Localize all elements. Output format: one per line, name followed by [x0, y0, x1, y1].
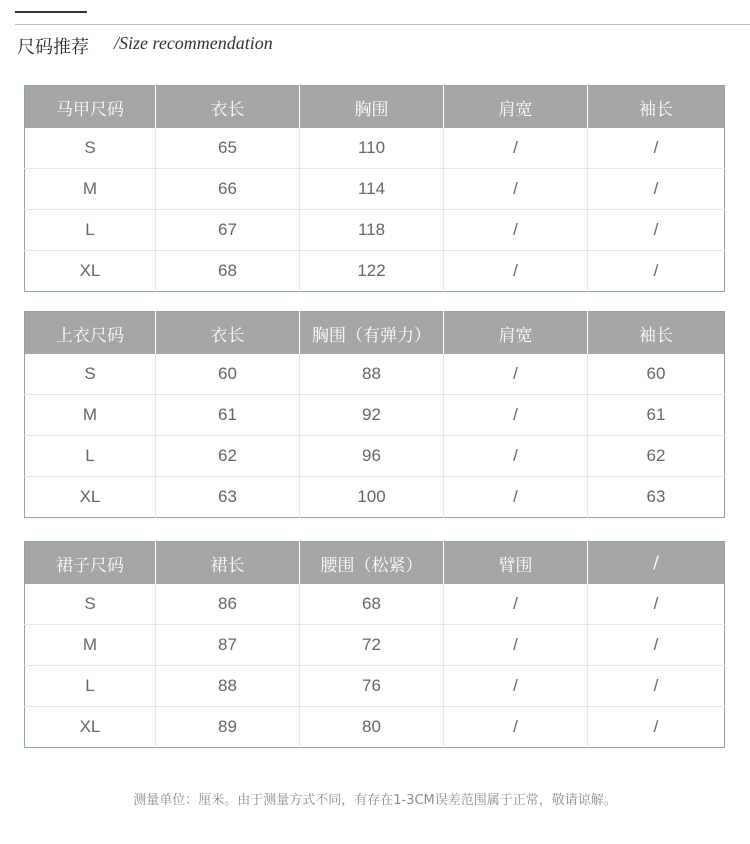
table-cell: L	[25, 436, 156, 477]
table-cell: 122	[300, 251, 444, 292]
table-header-row	[25, 312, 725, 355]
table-row	[25, 584, 725, 625]
table-cell: /	[444, 354, 588, 395]
table-cell: 63	[156, 477, 300, 518]
vest-size-table	[24, 85, 725, 292]
table-cell: 88	[300, 354, 444, 395]
top-accent-line	[15, 11, 87, 13]
table-row	[25, 128, 725, 169]
measurement-note: 测量单位：厘米。由于测量方式不同，有存在1-3CM误差范围属于正常，敬请谅解。	[133, 793, 617, 808]
table-row	[25, 436, 725, 477]
header-cell: 上衣尺码	[25, 312, 156, 355]
table-cell: 62	[156, 436, 300, 477]
table-cell: 72	[300, 625, 444, 666]
header-cell: 胸围（有弹力）	[300, 312, 444, 355]
table-cell: 88	[156, 666, 300, 707]
table-header-row	[25, 86, 725, 129]
header-cell: 袖长	[588, 312, 725, 355]
table-cell: 86	[156, 584, 300, 625]
table-cell: /	[444, 128, 588, 169]
top-divider	[15, 24, 750, 25]
table-cell: /	[588, 210, 725, 251]
skirt-size-table	[24, 541, 725, 748]
header-cell: 裙长	[156, 542, 300, 585]
table-row	[25, 354, 725, 395]
table-row	[25, 707, 725, 748]
table-header-row	[25, 542, 725, 585]
table-cell: /	[588, 169, 725, 210]
table-row	[25, 395, 725, 436]
table-row	[25, 210, 725, 251]
table-cell: /	[588, 666, 725, 707]
table-cell: 96	[300, 436, 444, 477]
table-cell: M	[25, 625, 156, 666]
table-cell: XL	[25, 251, 156, 292]
table-cell: 80	[300, 707, 444, 748]
table-cell: 92	[300, 395, 444, 436]
table-cell: 100	[300, 477, 444, 518]
table-cell: 87	[156, 625, 300, 666]
table-row	[25, 169, 725, 210]
header-cell: 马甲尺码	[25, 86, 156, 129]
header-cell: 肩宽	[444, 312, 588, 355]
table-cell: L	[25, 210, 156, 251]
table-cell: M	[25, 395, 156, 436]
table-row	[25, 251, 725, 292]
table-cell: S	[25, 354, 156, 395]
table-cell: /	[653, 261, 659, 280]
table-cell: 67	[156, 210, 300, 251]
table-cell: 76	[300, 666, 444, 707]
table-cell: /	[444, 707, 588, 748]
page-title: 尺码推荐	[17, 37, 89, 58]
table-cell: /	[444, 477, 588, 518]
table-cell: S	[25, 128, 156, 169]
header-cell: 胸围	[300, 86, 444, 129]
table-cell: 66	[156, 169, 300, 210]
table-cell: S	[25, 584, 156, 625]
table-cell: /	[444, 584, 588, 625]
top-size-table	[24, 311, 725, 518]
table-row	[25, 477, 725, 518]
table-cell: /	[444, 210, 588, 251]
table-cell: /	[444, 251, 588, 292]
table-cell: 61	[156, 395, 300, 436]
header-cell: 袖长	[588, 86, 725, 129]
table-cell: 65	[156, 128, 300, 169]
table-cell: 114	[300, 169, 444, 210]
table-row	[25, 625, 725, 666]
table-cell: /	[444, 625, 588, 666]
table-cell: /	[653, 717, 659, 736]
table-cell: /	[588, 584, 725, 625]
table-cell: M	[25, 169, 156, 210]
header-cell: 肩宽	[444, 86, 588, 129]
page-subtitle: /Size recommendation	[114, 33, 273, 53]
header-cell: /	[588, 542, 725, 585]
table-cell: 60	[588, 354, 725, 395]
table-cell: /	[588, 128, 725, 169]
table-cell: 63	[646, 487, 666, 506]
header-cell: 衣长	[156, 312, 300, 355]
table-cell: 110	[300, 128, 444, 169]
table-cell: /	[444, 666, 588, 707]
table-cell: 60	[156, 354, 300, 395]
table-cell: XL	[25, 707, 156, 748]
header-cell: 裙子尺码	[25, 542, 156, 585]
table-cell: /	[588, 625, 725, 666]
table-cell: 62	[588, 436, 725, 477]
header-cell: 腰围（松紧）	[300, 542, 444, 585]
table-cell: /	[444, 395, 588, 436]
table-cell: /	[444, 436, 588, 477]
table-cell: 118	[300, 210, 444, 251]
header-cell: 臂围	[444, 542, 588, 585]
table-cell: 61	[588, 395, 725, 436]
table-cell: 68	[300, 584, 444, 625]
table-cell: L	[25, 666, 156, 707]
table-cell: XL	[25, 477, 156, 518]
table-row	[25, 666, 725, 707]
table-cell: /	[444, 169, 588, 210]
table-cell: 89	[156, 707, 300, 748]
header-cell: 衣长	[156, 86, 300, 129]
table-cell: 68	[156, 251, 300, 292]
